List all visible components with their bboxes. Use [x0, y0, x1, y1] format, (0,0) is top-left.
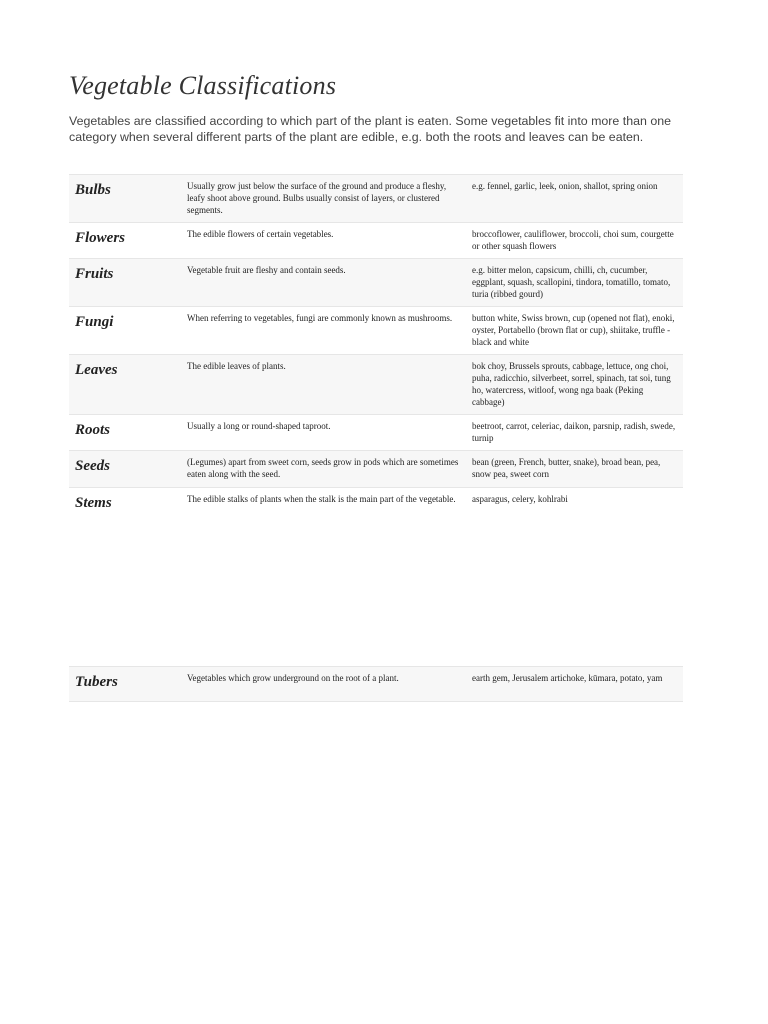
category-examples: bean (green, French, butter, snake), broad bean, pea, snow pea, sweet corn	[472, 457, 661, 479]
category-examples: broccoflower, cauliflower, broccoli, choi sum, courgette or other squash flowers	[472, 229, 674, 251]
category-description: The edible stalks of plants when the stalk is the main part of the vegetable.	[187, 494, 456, 504]
category-name: Stems	[75, 495, 112, 511]
category-name: Roots	[75, 422, 111, 438]
category-name: Bulbs	[75, 182, 111, 198]
category-examples: e.g. bitter melon, capsicum, chilli, ch, cucumber, eggplant, squash, scallopini, tindora, tomatillo, tomato, turia (ribbed gourd)	[472, 265, 671, 299]
table-row	[69, 307, 683, 355]
category-description: Vegetables which grow underground on the root of a plant.	[187, 673, 399, 683]
category-name: Seeds	[75, 458, 110, 474]
category-description: Usually a long or round-shaped taproot.	[187, 421, 331, 431]
category-name: Fruits	[75, 266, 114, 282]
category-examples: beetroot, carrot, celeriac, daikon, parsnip, radish, swede, turnip	[472, 421, 676, 443]
category-description: Vegetable fruit are fleshy and contain seeds.	[187, 265, 346, 275]
page-title: Vegetable Classifications	[69, 71, 337, 100]
table-row	[69, 667, 683, 702]
table-row	[69, 451, 683, 488]
category-examples: e.g. fennel, garlic, leek, onion, shallot, spring onion	[472, 181, 658, 191]
classification-table	[69, 174, 683, 702]
category-name: Fungi	[75, 314, 114, 330]
category-description: (Legumes) apart from sweet corn, seeds grow in pods which are sometimes eaten along with the seed.	[187, 457, 459, 479]
category-description: The edible flowers of certain vegetables.	[187, 229, 334, 239]
category-description: The edible leaves of plants.	[187, 361, 286, 371]
category-name: Flowers	[75, 230, 126, 246]
table-row	[69, 223, 683, 259]
category-examples: bok choy, Brussels sprouts, cabbage, lettuce, ong choi, puha, radicchio, silverbeet, sorrel, spinach, tat soi, tung ho, watercress, witloof, wong nga baak (Peking cabbage)	[472, 361, 671, 407]
category-examples: asparagus, celery, kohlrabi	[472, 494, 568, 504]
table-row	[69, 175, 683, 223]
category-description: Usually grow just below the surface of the ground and produce a fleshy, leafy shoot above ground. Bulbs usually consist of layers, or clustered segments.	[187, 181, 447, 215]
table-row	[69, 259, 683, 307]
table-row	[69, 355, 683, 415]
table-row	[69, 488, 683, 667]
category-name: Tubers	[75, 674, 118, 690]
table-row	[69, 415, 683, 451]
category-examples: button white, Swiss brown, cup (opened not flat), enoki, oyster, Portabello (brown flat or cup), shiitake, truffle - black and white	[472, 313, 675, 347]
category-examples: earth gem, Jerusalem artichoke, kūmara, potato, yam	[472, 673, 663, 683]
intro-paragraph: Vegetables are classified according to which part of the plant is eaten. Some vegetables fit into more than one category when several different parts of the plant are edible, e.g. both the roots and leaves can be eaten.	[69, 114, 671, 144]
category-description: When referring to vegetables, fungi are commonly known as mushrooms.	[187, 313, 453, 323]
category-name: Leaves	[75, 362, 118, 378]
